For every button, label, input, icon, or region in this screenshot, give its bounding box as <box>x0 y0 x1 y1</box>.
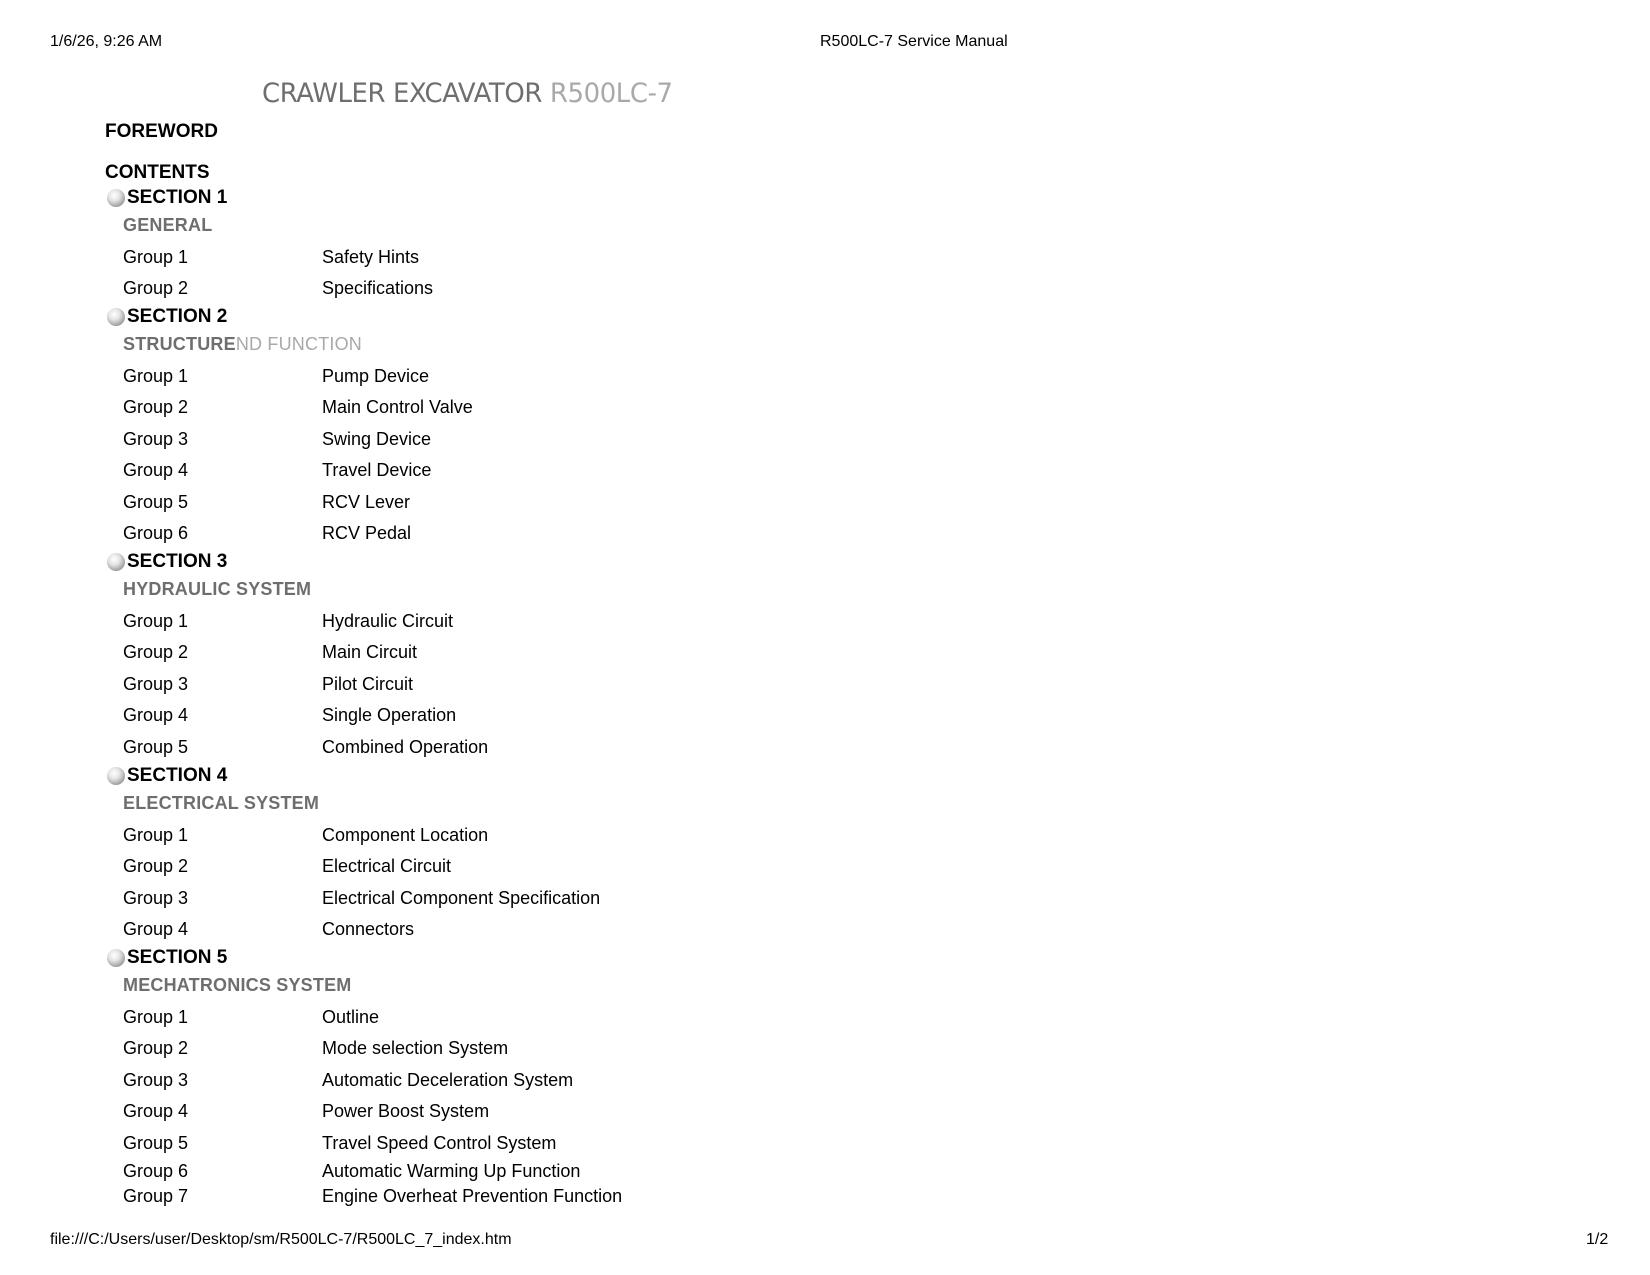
section-1-heading[interactable] <box>107 187 227 209</box>
s4-group-3-label[interactable]: Group 3 <box>123 888 189 908</box>
section-3-subtitle: HYDRAULIC SYSTEM <box>123 579 312 599</box>
s5-group-6-label[interactable]: Group 6 <box>123 1161 189 1181</box>
section-5-heading[interactable] <box>107 947 227 969</box>
s3-group-2-topic-link[interactable]: Main Circuit <box>322 642 418 662</box>
section-4-heading[interactable] <box>107 765 227 787</box>
s5-group-3-label[interactable]: Group 3 <box>123 1070 189 1090</box>
s3-group-1-label[interactable]: Group 1 <box>123 611 189 631</box>
s1-group-2-label[interactable]: Group 2 <box>123 278 189 298</box>
s2-group-3-label[interactable]: Group 3 <box>123 429 189 449</box>
print-footer-url: file:///C:/Users/user/Desktop/sm/R500LC-7/R500LC_7_index.htm <box>50 1231 512 1248</box>
print-datetime: 1/6/26, 9:26 AM <box>50 33 163 50</box>
s5-group-2-label[interactable]: Group 2 <box>123 1038 189 1058</box>
s2-group-2-topic-link[interactable]: Main Control Valve <box>322 397 473 417</box>
page-title <box>262 78 673 109</box>
s3-group-4-label[interactable]: Group 4 <box>123 705 189 725</box>
s1-group-1-label[interactable]: Group 1 <box>123 247 189 267</box>
section-2-subtitle: STRUCTUREND FUNCTION <box>123 334 362 354</box>
s4-group-1-label[interactable]: Group 1 <box>123 825 189 845</box>
s3-group-2-label[interactable]: Group 2 <box>123 642 189 662</box>
section-2-heading[interactable] <box>107 306 227 328</box>
s5-group-5-label[interactable]: Group 5 <box>123 1133 189 1153</box>
s5-group-4-topic-link[interactable]: Power Boost System <box>322 1101 490 1121</box>
s2-group-5-topic-link[interactable]: RCV Lever <box>322 492 411 512</box>
s1-group-1-topic-link[interactable]: Safety Hints <box>322 247 420 267</box>
section-4-subtitle: ELECTRICAL SYSTEM <box>123 793 320 813</box>
sphere-bullet-icon <box>107 308 125 326</box>
s3-group-3-label[interactable]: Group 3 <box>123 674 189 694</box>
sphere-bullet-icon <box>107 553 125 571</box>
s2-group-4-topic-link[interactable]: Travel Device <box>322 460 432 480</box>
s3-group-3-topic-link[interactable]: Pilot Circuit <box>322 674 414 694</box>
s3-group-1-topic-link[interactable]: Hydraulic Circuit <box>322 611 454 631</box>
s2-group-2-label[interactable]: Group 2 <box>123 397 189 417</box>
section-label: SECTION 3 <box>127 551 228 572</box>
s5-group-2-topic-link[interactable]: Mode selection System <box>322 1038 509 1058</box>
section-label: SECTION 4 <box>127 765 228 786</box>
s2-group-5-label[interactable]: Group 5 <box>123 492 189 512</box>
section-label: SECTION 1 <box>127 187 228 208</box>
s3-group-4-topic-link[interactable]: Single Operation <box>322 705 457 725</box>
sphere-bullet-icon <box>107 189 125 207</box>
s5-group-5-topic-link[interactable]: Travel Speed Control System <box>322 1133 557 1153</box>
s2-group-6-topic-link[interactable]: RCV Pedal <box>322 523 412 543</box>
s4-group-4-topic-link[interactable]: Connectors <box>322 919 415 939</box>
print-doc-title: R500LC-7 Service Manual <box>820 33 1008 50</box>
foreword-link[interactable]: FOREWORD <box>105 121 218 142</box>
s4-group-4-label[interactable]: Group 4 <box>123 919 189 939</box>
s5-group-7-label[interactable]: Group 7 <box>123 1186 189 1206</box>
s5-group-1-label[interactable]: Group 1 <box>123 1007 189 1027</box>
title-model: R500LC-7 <box>549 78 673 109</box>
s5-group-4-label[interactable]: Group 4 <box>123 1101 189 1121</box>
section-5-subtitle: MECHATRONICS SYSTEM <box>123 975 352 995</box>
contents-link[interactable]: CONTENTS <box>105 162 210 183</box>
sphere-bullet-icon <box>107 949 125 967</box>
s5-group-7-topic-link[interactable]: Engine Overheat Prevention Function <box>322 1186 623 1206</box>
print-page-number: 1/2 <box>1586 1231 1609 1248</box>
title-prefix: CRAWLER EXCAVATOR <box>262 78 543 109</box>
s4-group-2-topic-link[interactable]: Electrical Circuit <box>322 856 452 876</box>
s4-group-2-label[interactable]: Group 2 <box>123 856 189 876</box>
s3-group-5-label[interactable]: Group 5 <box>123 737 189 757</box>
s2-group-3-topic-link[interactable]: Swing Device <box>322 429 432 449</box>
s2-group-1-label[interactable]: Group 1 <box>123 366 189 386</box>
s5-group-3-topic-link[interactable]: Automatic Deceleration System <box>322 1070 574 1090</box>
s4-group-3-topic-link[interactable]: Electrical Component Specification <box>322 888 601 908</box>
section-label: SECTION 2 <box>127 306 228 327</box>
s4-group-1-topic-link[interactable]: Component Location <box>322 825 489 845</box>
sphere-bullet-icon <box>107 767 125 785</box>
section-label: SECTION 5 <box>127 947 228 968</box>
s2-group-6-label[interactable]: Group 6 <box>123 523 189 543</box>
section-3-heading[interactable] <box>107 551 227 573</box>
s1-group-2-topic-link[interactable]: Specifications <box>322 278 434 298</box>
section-1-subtitle: GENERAL <box>123 215 213 235</box>
s3-group-5-topic-link[interactable]: Combined Operation <box>322 737 489 757</box>
s2-group-1-topic-link[interactable]: Pump Device <box>322 366 430 386</box>
s5-group-6-topic-link[interactable]: Automatic Warming Up Function <box>322 1161 581 1181</box>
s5-group-1-topic-link[interactable]: Outline <box>322 1007 380 1027</box>
s2-group-4-label[interactable]: Group 4 <box>123 460 189 480</box>
